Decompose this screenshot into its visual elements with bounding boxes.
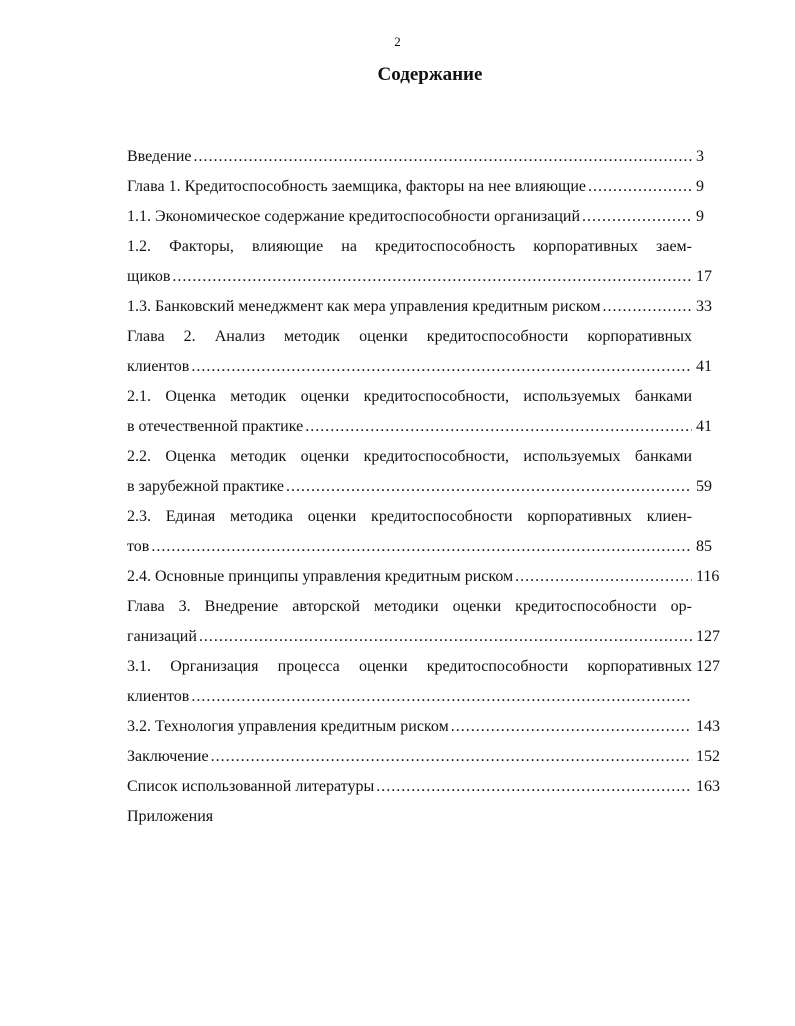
toc-entry-page: 127 — [696, 658, 720, 675]
toc-entry-chapter-3 — [127, 592, 730, 652]
dot-leader — [588, 172, 692, 202]
toc-entry-title: Заключение — [127, 748, 209, 765]
toc-entry-page: 17 — [696, 268, 712, 285]
toc-entry-title-line-2: клиентов — [127, 688, 190, 705]
toc-entry-title: 3.2. Технология управления кредитным риском — [127, 718, 449, 735]
toc-entry-section-1-3 — [127, 292, 730, 322]
toc-entry-page: 41 — [696, 418, 712, 435]
toc-entry-title-line-1: 3.1. Организация процесса оценки кредитоспособности корпоративных — [127, 658, 692, 675]
toc-entry-title: Приложения — [127, 808, 214, 825]
dot-leader — [211, 742, 692, 772]
toc-entry-section-2-1 — [127, 382, 730, 442]
dot-leader — [582, 202, 692, 232]
toc-entry-title: Список использованной литературы — [127, 778, 375, 795]
dot-leader — [172, 262, 692, 292]
toc-entry-page: 127 — [696, 628, 720, 645]
toc-entry-page: 116 — [696, 568, 720, 585]
toc-entry-section-2-3 — [127, 502, 730, 562]
dot-leader — [199, 622, 692, 652]
dot-leader — [191, 682, 692, 712]
toc-entry-page: 9 — [696, 208, 704, 225]
toc-entry-title-line-2: щиков — [127, 268, 171, 285]
toc-entry-title: 2.4. Основные принципы управления кредитным риском — [127, 568, 514, 585]
toc-entry-chapter-2 — [127, 322, 730, 382]
toc-entry-title: Введение — [127, 148, 192, 165]
toc-entry-page: 33 — [696, 298, 712, 315]
toc-entry-page: 152 — [696, 748, 720, 765]
dot-leader — [194, 142, 693, 172]
toc-entry-title-line-1: Глава 3. Внедрение авторской методики оценки кредитоспособности ор- — [127, 598, 692, 615]
dot-leader — [286, 472, 692, 502]
toc-entry-title-line-1: 2.3. Единая методика оценки кредитоспособности корпоративных клиен- — [127, 508, 692, 525]
toc-entry-page: 41 — [696, 358, 712, 375]
dot-leader — [191, 352, 692, 382]
toc-entry-title-line-2: в зарубежной практике — [127, 478, 285, 495]
toc-entry-section-1-2 — [127, 232, 730, 292]
toc-entry-page: 59 — [696, 478, 712, 495]
toc-entry-conclusion — [127, 742, 730, 772]
toc-entry-introduction — [127, 142, 730, 172]
toc-entry-title: 1.1. Экономическое содержание кредитоспособности организаций — [127, 208, 581, 225]
toc-entry-title: Глава 1. Кредитоспособность заемщика, факторы на нее влияющие — [127, 178, 587, 195]
toc-entry-references — [127, 772, 730, 802]
table-of-contents — [127, 142, 730, 832]
toc-entry-page: 85 — [696, 538, 712, 555]
toc-entry-title-line-2: клиентов — [127, 358, 190, 375]
toc-entry-title-line-2: тов — [127, 538, 150, 555]
toc-entry-section-2-2 — [127, 442, 730, 502]
toc-entry-section-1-1 — [127, 202, 730, 232]
toc-entry-section-2-4 — [127, 562, 730, 592]
toc-entry-appendices — [127, 802, 730, 832]
toc-entry-title-line-2: ганизаций — [127, 628, 197, 645]
toc-entry-title-line-1: 2.1. Оценка методик оценки кредитоспособности, используемых банками — [127, 388, 692, 405]
dot-leader — [151, 532, 692, 562]
page-title: Содержание — [377, 64, 483, 85]
toc-entry-page: 163 — [696, 778, 720, 795]
page-number: 2 — [394, 34, 401, 49]
toc-entry-title-line-1: 1.2. Факторы, влияющие на кредитоспособность корпоративных заем- — [127, 238, 692, 255]
toc-entry-page: 143 — [696, 718, 720, 735]
dot-leader — [602, 292, 692, 322]
toc-entry-section-3-2 — [127, 712, 730, 742]
toc-entry-title: 1.3. Банковский менеджмент как мера управления кредитным риском — [127, 298, 601, 315]
toc-entry-section-3-1 — [127, 652, 730, 712]
dot-leader — [305, 412, 692, 442]
dot-leader — [515, 562, 692, 592]
toc-entry-title-line-1: Глава 2. Анализ методик оценки кредитоспособности корпоративных — [127, 328, 692, 345]
toc-entry-title-line-1: 2.2. Оценка методик оценки кредитоспособности, используемых банками — [127, 448, 692, 465]
dot-leader — [376, 772, 692, 802]
toc-entry-chapter-1 — [127, 172, 730, 202]
dot-leader — [451, 712, 692, 742]
toc-entry-page: 9 — [696, 178, 704, 195]
toc-entry-page: 3 — [696, 148, 704, 165]
toc-entry-title-line-2: в отечественной практике — [127, 418, 304, 435]
